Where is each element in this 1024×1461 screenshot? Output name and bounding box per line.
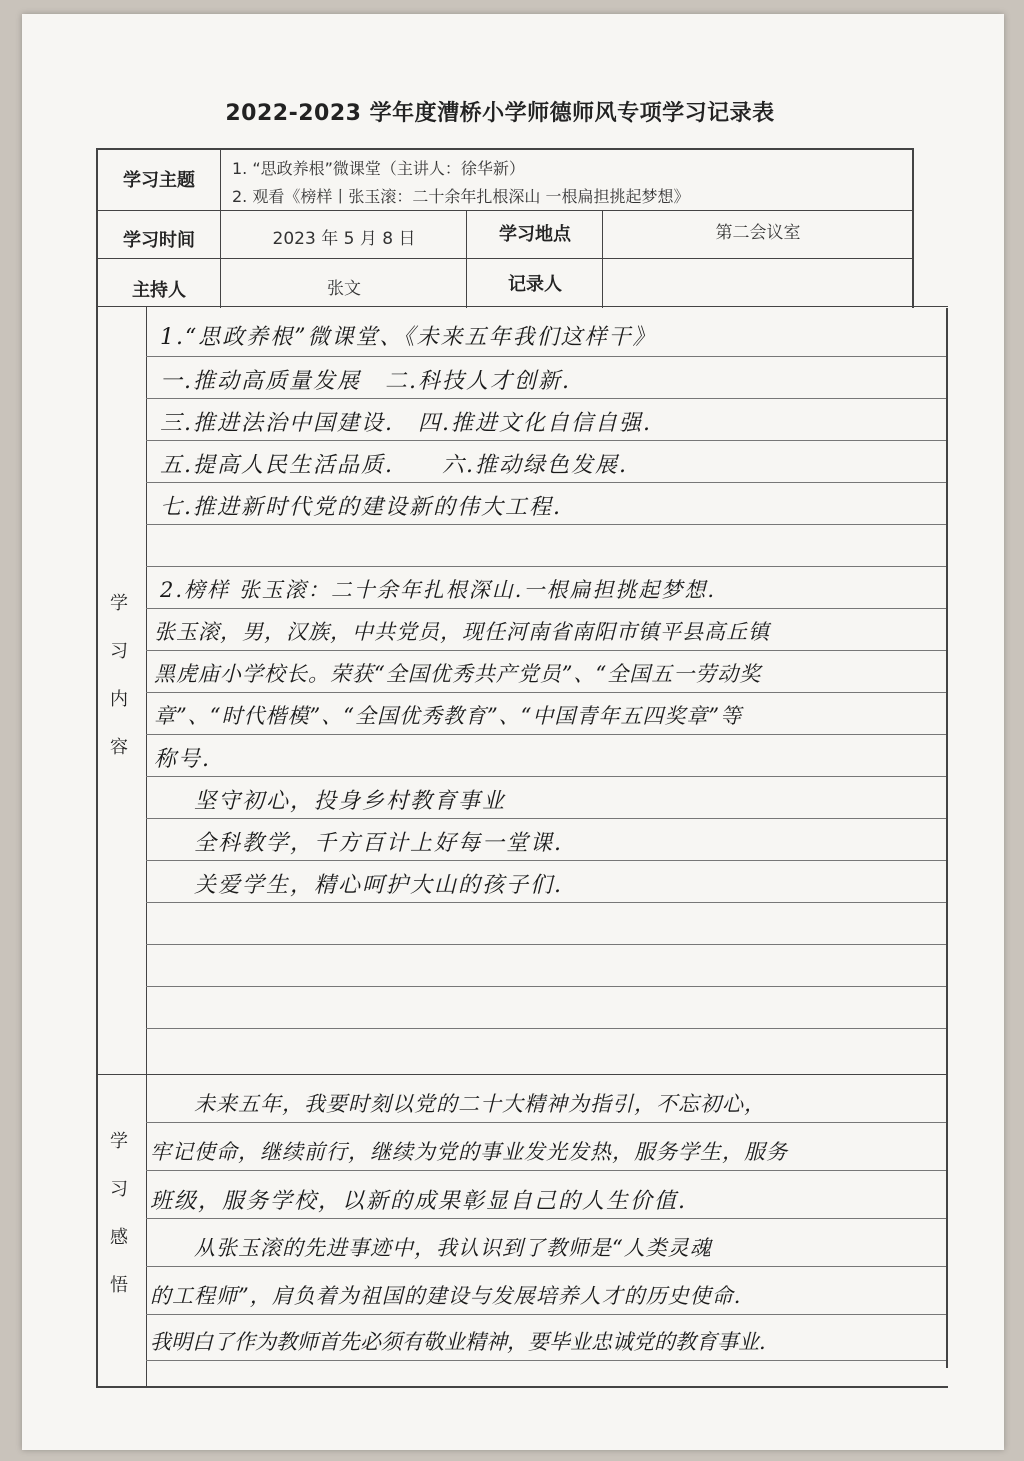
table-border-top (96, 148, 914, 150)
handwritten-line: 全科教学，千方百计上好每一堂课. (170, 831, 563, 856)
handwritten-line: 五.提高人民生活品质. 六.推动绿色发展. (160, 453, 628, 478)
handwritten-line: 未来五年，我要时刻以党的二十大精神为指引，不忘初心， (150, 1092, 766, 1116)
ruled-line (146, 818, 946, 819)
document-title: 2022-2023 学年度漕桥小学师德师风专项学习记录表 (225, 101, 775, 126)
ruled-line (146, 1218, 946, 1219)
handwritten-line: 从张玉滚的先进事迹中，我认识到了教师是“人类灵魂 (150, 1236, 712, 1260)
handwritten-line: 一.推动高质量发展 二.科技人才创新. (160, 369, 571, 394)
section-divider (96, 1074, 948, 1075)
ruled-line (146, 902, 946, 903)
ruled-line (146, 1360, 946, 1361)
reflection-section-label (104, 1118, 134, 1310)
col-divider-label (220, 148, 221, 308)
ruled-line (146, 566, 946, 567)
content-label-char: 容 (110, 737, 128, 758)
handwritten-line: 的工程师”，肩负着为祖国的建设与发展培养人才的历史使命. (150, 1284, 742, 1308)
reflection-label-char: 感 (110, 1227, 128, 1248)
ruled-line (146, 1122, 946, 1123)
reflection-label-char: 学 (110, 1131, 128, 1152)
content-label-char: 学 (110, 593, 128, 614)
ruled-line (146, 524, 946, 525)
row-divider-2 (96, 258, 914, 259)
col-divider-mid (466, 210, 467, 308)
time-value: 2023 年 5 月 8 日 (272, 229, 416, 249)
ruled-line (146, 860, 946, 861)
content-label-char: 内 (110, 689, 128, 710)
place-value: 第二会议室 (715, 223, 801, 243)
ruled-line (146, 692, 946, 693)
table-border-right-lower (946, 308, 948, 1368)
handwritten-line: 章”、“时代楷模”、“全国优秀教育”、“中国青年五四奖章”等 (154, 704, 743, 728)
ruled-line (146, 1028, 946, 1029)
ruled-line (146, 944, 946, 945)
handwritten-line: 我明白了作为教师首先必须有敬业精神，要毕业忠诚党的教育事业. (150, 1330, 766, 1354)
host-value: 张文 (327, 279, 361, 299)
handwritten-line: 1.“思政养根”微课堂、《未来五年我们这样干》 (160, 325, 657, 350)
handwritten-line: 班级，服务学校，以新的成果彰显自己的人生价值. (150, 1189, 687, 1214)
topic-line-2: 2. 观看《榜样丨张玉滚：二十余年扎根深山 一根扁担挑起梦想》 (232, 187, 690, 206)
ruled-line (146, 440, 946, 441)
row-divider-3 (96, 306, 948, 307)
ruled-line (146, 1314, 946, 1315)
ruled-line (146, 398, 946, 399)
ruled-line (146, 986, 946, 987)
handwritten-line: 坚守初心，投身乡村教育事业 (170, 789, 507, 814)
reflection-label-char: 习 (110, 1179, 128, 1200)
content-section-label (104, 580, 134, 772)
time-label: 学习时间 (123, 230, 195, 251)
host-label: 主持人 (132, 280, 186, 301)
ruled-line (146, 1266, 946, 1267)
ruled-line (146, 1170, 946, 1171)
col-divider-content (146, 306, 147, 1388)
handwritten-line: 牢记使命，继续前行，继续为党的事业发光发热，服务学生，服务 (150, 1140, 788, 1164)
handwritten-line: 三.推进法治中国建设. 四.推进文化自信自强. (160, 411, 652, 436)
handwritten-line: 张玉滚，男，汉族，中共党员，现任河南省南阳市镇平县高丘镇 (154, 620, 770, 644)
topic-line-1: 1. “思政养根”微课堂（主讲人：徐华新） (232, 159, 525, 178)
ruled-line (146, 482, 946, 483)
ruled-line (146, 776, 946, 777)
handwritten-line: 称号. (154, 747, 211, 772)
table-border-bottom (96, 1386, 948, 1388)
handwritten-line: 关爱学生，精心呵护大山的孩子们. (170, 873, 563, 898)
table-border-right (912, 148, 914, 308)
ruled-line (146, 734, 946, 735)
topic-label: 学习主题 (123, 170, 195, 191)
col-divider-right (602, 210, 603, 308)
ruled-line (146, 650, 946, 651)
place-label: 学习地点 (499, 224, 571, 245)
recorder-label: 记录人 (508, 274, 562, 295)
table-border-left (96, 148, 98, 1388)
handwritten-line: 黑虎庙小学校长。荣获“全国优秀共产党员”、“全国五一劳动奖 (154, 662, 762, 686)
ruled-line (146, 356, 946, 357)
row-divider-1 (96, 210, 914, 211)
handwritten-line: 七.推进新时代党的建设新的伟大工程. (160, 495, 562, 520)
ruled-line (146, 608, 946, 609)
content-label-char: 习 (110, 641, 128, 662)
handwritten-line: 2.榜样 张玉滚：二十余年扎根深山.一根扁担挑起梦想. (160, 578, 717, 602)
reflection-label-char: 悟 (110, 1275, 128, 1296)
